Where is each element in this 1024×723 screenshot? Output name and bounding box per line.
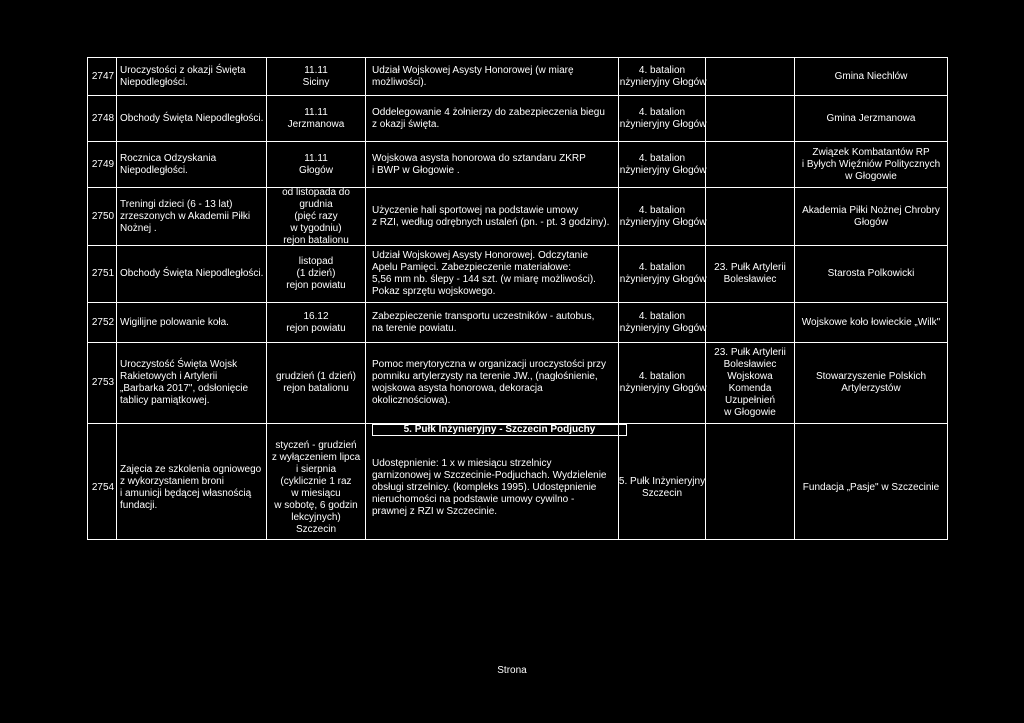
cell-line: grudnia <box>299 198 333 210</box>
cell-line: „Barbarka 2017", odsłonięcie <box>120 383 249 394</box>
cell-line: Komenda <box>728 383 772 394</box>
cell-line: 4. batalion <box>638 152 686 164</box>
cell-line: Wojskowa asysta honorowa do sztandaru ZKRP <box>372 152 586 164</box>
cell-line: Szczecin <box>295 524 336 535</box>
cell-line: Rocznica Odzyskania <box>120 152 217 164</box>
cell-line: 11.11 <box>304 152 328 164</box>
cell-unit <box>619 58 705 95</box>
cell-task <box>372 437 616 539</box>
cell-line: prawnej z RZI w Szczecinie. <box>372 506 498 517</box>
cell-line: Udział Wojskowej Asysty Honorowej. Odczytanie <box>372 250 589 261</box>
cell-line: lekcyjnych) <box>291 512 341 523</box>
cell-unit <box>619 188 705 245</box>
cell-line: Oddelegowanie 4 żołnierzy do zabezpieczenia biegu <box>372 106 605 118</box>
cell-unit <box>619 437 705 539</box>
cell-line: garnizonowej w Szczecinie-Podjuchach. Wydzielenie <box>372 470 607 481</box>
cell-org <box>795 58 947 95</box>
cell-org <box>795 437 947 539</box>
cell-line: i BWP w Głogowie . <box>372 164 460 176</box>
cell-coop <box>706 343 794 423</box>
cell-line: tablicy pamiątkowej. <box>120 395 210 406</box>
cell-line: Związek Kombatantów RP <box>812 146 930 158</box>
cell-line: Jerzmanowa <box>287 118 345 130</box>
cell-line: 4. batalion <box>638 371 686 382</box>
cell-line: listopad <box>298 256 334 267</box>
cell-line: obsługi strzelnicy. (kompleks 1995). Udostępnienie <box>372 482 597 493</box>
cell-line: w Głogowie <box>845 170 897 182</box>
cell-task <box>372 303 616 342</box>
cell-org <box>795 343 947 423</box>
cell-line: na terenie powiatu. <box>372 322 457 334</box>
cell-line: Uroczystości z okazji Święta <box>120 64 246 76</box>
cell-unit <box>619 246 705 302</box>
cell-coop <box>706 437 794 539</box>
cell-line: Treningi dzieci (6 - 13 lat) <box>120 198 233 210</box>
cell-line: Bolesławiec <box>723 359 777 370</box>
cell-line: styczeń - grudzień <box>275 440 357 451</box>
cell-line: Głogów <box>854 216 888 228</box>
cell-line: w Głogowie <box>724 407 776 418</box>
cell-unit <box>619 343 705 423</box>
cell-line: od listopada do <box>282 186 350 198</box>
cell-line: rejon batalionu <box>283 383 349 394</box>
cell-unit <box>619 303 705 342</box>
cell-line: Pokaz sprzętu wojskowego. <box>372 286 496 297</box>
cell-date <box>267 343 365 423</box>
cell-line: rejon powiatu <box>286 322 346 334</box>
cell-coop <box>706 246 794 302</box>
cell-line: 5. Pułk Inżynieryjny <box>618 476 706 487</box>
cell-org <box>795 142 947 187</box>
cell-line: inżynieryjny Głogów <box>617 383 707 394</box>
cell-line: Stowarzyszenie Polskich <box>815 371 927 382</box>
cell-line: Rakietowych i Artylerii <box>120 371 218 382</box>
cell-line: inżynieryjny Głogów <box>617 322 707 334</box>
cell-line: zrzeszonych w Akademii Piłki <box>120 210 251 222</box>
cell-task <box>372 188 616 245</box>
cell-org <box>795 188 947 245</box>
cell-event <box>120 246 268 302</box>
cell-line: inżynieryjny Głogów <box>617 76 707 88</box>
cell-line: 4. batalion <box>638 106 686 118</box>
cell-event <box>120 188 268 245</box>
cell-line: Udział Wojskowej Asysty Honorowej (w miarę <box>372 64 574 76</box>
cell-line: (1 dzień) <box>296 268 336 279</box>
cell-line: z wykorzystaniem broni <box>120 476 224 487</box>
cell-line: Siciny <box>302 76 330 88</box>
cell-date <box>267 246 365 302</box>
cell-line: Gmina Niechlów <box>834 70 908 82</box>
cell-line: Udostępnienie: 1 x w miesiącu strzelnicy <box>372 458 552 469</box>
cell-coop <box>706 303 794 342</box>
cell-task <box>372 246 616 302</box>
cell-line: 16.12 <box>303 310 329 322</box>
cell-org <box>795 303 947 342</box>
row-number: 2753 <box>91 377 115 388</box>
cell-event <box>120 142 268 187</box>
cell-date <box>267 303 365 342</box>
cell-event <box>120 96 268 141</box>
cell-line: nieruchomości na podstawie umowy cywilno - <box>372 494 575 505</box>
cell-task <box>372 142 616 187</box>
cell-line: 11.11 <box>304 106 328 118</box>
cell-line: wojskowa asysta honorowa, dekoracja <box>372 383 543 394</box>
cell-line: 4. batalion <box>638 310 686 322</box>
cell-event <box>120 58 268 95</box>
cell-line: inżynieryjny Głogów <box>617 164 707 176</box>
cell-line: grudzień (1 dzień) <box>275 371 357 382</box>
cell-line: Apelu Pamięci. Zabezpieczenie materiałowe: <box>372 262 571 273</box>
cell-line: Obchody Święta Niepodległości. <box>120 112 264 124</box>
cell-line: (pięć razy <box>294 210 338 222</box>
cell-date <box>267 437 365 539</box>
cell-line: Akademia Piłki Nożnej Chrobry <box>802 204 940 216</box>
cell-line: rejon batalionu <box>283 234 349 246</box>
cell-line: z okazji święta. <box>372 118 440 130</box>
row-number: 2749 <box>91 158 115 170</box>
cell-line: 4. batalion <box>638 204 686 216</box>
row-number: 2748 <box>91 112 115 124</box>
cell-event <box>120 437 268 539</box>
cell-line: Zabezpieczenie transportu uczestników - autobus, <box>372 310 595 322</box>
cell-line: Wojskowe koło łowieckie „Wilk" <box>801 316 941 328</box>
cell-line: 11.11 <box>304 64 328 76</box>
row-number: 2750 <box>91 210 115 222</box>
cell-date <box>267 142 365 187</box>
cell-date <box>267 188 365 245</box>
cell-line: 4. batalion <box>638 262 686 273</box>
cell-line: 4. batalion <box>638 64 686 76</box>
cell-line: i amunicji będącej własnością <box>120 488 252 499</box>
cell-line: i sierpnia <box>295 464 337 475</box>
cell-line: (cyklicznie 1 raz <box>280 476 352 487</box>
cell-line: Bolesławiec <box>723 274 777 285</box>
cell-line: w sobotę, 6 godzin <box>274 500 358 511</box>
cell-line: Głogów <box>299 164 333 176</box>
cell-line: Obchody Święta Niepodległości. <box>120 268 264 279</box>
cell-line: okolicznościowa). <box>372 395 451 406</box>
cell-line: 23. Pułk Artylerii <box>714 347 786 358</box>
cell-line: w tygodniu) <box>290 222 342 234</box>
cell-event <box>120 343 268 423</box>
cell-event <box>120 303 268 342</box>
cell-line: Uzupełnień <box>724 395 776 406</box>
cell-line: z wyłączeniem lipca <box>271 452 361 463</box>
cell-coop <box>706 188 794 245</box>
cell-line: Wigilijne polowanie koła. <box>120 316 229 328</box>
cell-task <box>372 58 616 95</box>
cell-line: Użyczenie hali sportowej na podstawie umowy <box>372 204 579 216</box>
cell-line: Gmina Jerzmanowa <box>826 112 916 124</box>
cell-line: fundacji. <box>120 500 158 511</box>
cell-line: Starosta Polkowicki <box>827 268 915 279</box>
cell-line: inżynieryjny Głogów <box>617 216 707 228</box>
row-number: 2751 <box>91 268 115 279</box>
row-number: 2754 <box>91 482 115 493</box>
cell-task <box>372 96 616 141</box>
cell-line: Pomoc merytoryczna w organizacji uroczystości przy <box>372 359 606 370</box>
cell-coop <box>706 142 794 187</box>
cell-line: Fundacja „Pasje" w Szczecinie <box>802 482 940 493</box>
cell-line: rejon powiatu <box>286 280 346 291</box>
cell-line: Niepodległości. <box>120 164 188 176</box>
row-number: 2752 <box>91 316 115 328</box>
cell-line: z RZI, według odrębnych ustaleń (pn. - pt. 3 godziny). <box>372 216 610 228</box>
cell-coop <box>706 58 794 95</box>
cell-unit <box>619 96 705 141</box>
cell-line: Uroczystość Święta Wojsk <box>120 359 238 370</box>
cell-unit <box>619 142 705 187</box>
cell-date <box>267 58 365 95</box>
cell-line: Artylerzystów <box>841 383 901 394</box>
cell-line: w miesiącu <box>291 488 341 499</box>
cell-task <box>372 343 616 423</box>
cell-line: inżynieryjny Głogów <box>617 274 707 285</box>
row-number: 2747 <box>91 70 115 82</box>
page-footer: Strona <box>497 665 527 676</box>
cell-line: możliwości). <box>372 76 427 88</box>
cell-line: 5,56 mm nb. ślepy - 144 szt. (w miarę możliwości). <box>372 274 596 285</box>
cell-line: pomniku artylerzysty na terenie JW., (nagłośnienie, <box>372 371 598 382</box>
cell-line: Niepodległości. <box>120 76 188 88</box>
cell-org <box>795 96 947 141</box>
cell-line: inżynieryjny Głogów <box>617 118 707 130</box>
cell-line: 23. Pułk Artylerii <box>714 262 786 273</box>
cell-line: Szczecin <box>641 488 682 499</box>
section-title: 5. Pułk Inżynieryjny - Szczecin Podjuchy <box>372 424 627 436</box>
cell-line: Nożnej . <box>120 222 157 234</box>
cell-date <box>267 96 365 141</box>
cell-line: i Byłych Więźniów Politycznych <box>801 158 941 170</box>
cell-line: Zajęcia ze szkolenia ogniowego <box>120 464 262 475</box>
cell-line: Wojskowa <box>727 371 773 382</box>
cell-org <box>795 246 947 302</box>
cell-coop <box>706 96 794 141</box>
